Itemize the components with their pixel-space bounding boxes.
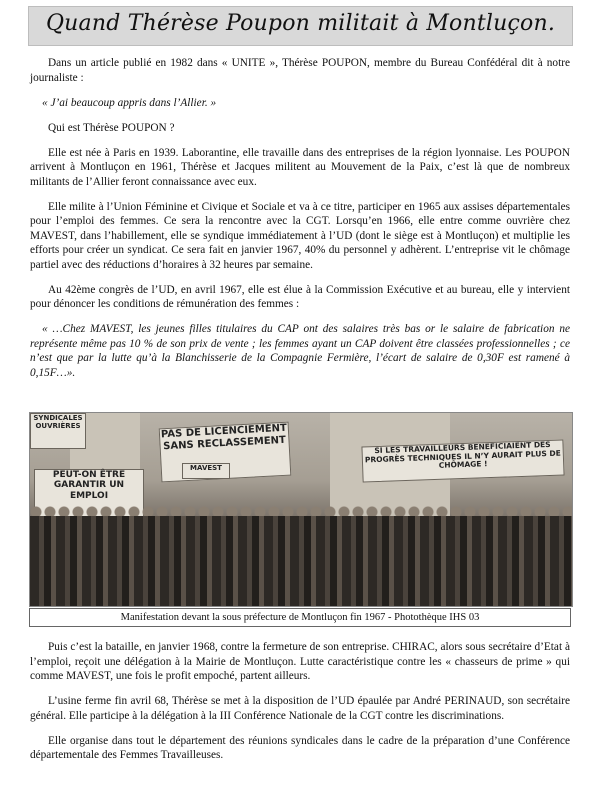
- paragraph: Elle est née à Paris en 1939. Laborantine, elle travaille dans des entreprises de la région lyonnaise. Les POUPON arrivent à Montluçon en 1961, Thérèse et Jacques militent au Mouvement de la Paix, c’est là que de nombreux militants de l’Allier feront connaissance avec eux.: [30, 146, 570, 188]
- protest-sign: PEUT-ON ÊTRE GARANTIR UN EMPLOI: [34, 469, 144, 517]
- paragraph: Qui est Thérèse POUPON ?: [48, 121, 175, 134]
- quote-paragraph: « J’ai beaucoup appris dans l’Allier. »: [42, 96, 217, 109]
- paragraph: L’usine ferme fin avril 68, Thérèse se met à la disposition de l’UD épaulée par André PERINAUD, son secrétaire général. Elle participe à la délégation à la III Conférence Nationale de la CGT contre les discriminations.: [30, 695, 570, 722]
- paragraph: Dans un article publié en 1982 dans « UNITE », Thérèse POUPON, membre du Bureau Confédéral dit à notre journaliste :: [30, 57, 570, 84]
- article-body-bottom: [30, 640, 570, 773]
- protest-sign: PAS DE LICENCIEMENT SANS RECLASSEMENT: [159, 422, 292, 483]
- paragraph: Au 42ème congrès de l’UD, en avril 1967, elle est élue à la Commission Exécutive et au bureau, elle y intervient pour dénoncer les conditions de rémunération des femmes :: [30, 283, 570, 310]
- paragraph: Elle organise dans tout le département des réunions syndicales dans le cadre de la préparation d’une Conférence départementale des Femmes Travailleuses.: [30, 734, 570, 761]
- page-title: Quand Thérèse Poupon militait à Montluçon.: [45, 11, 556, 36]
- protest-sign: SYNDICALES OUVRIÈRES: [30, 413, 86, 449]
- crowd: [30, 516, 572, 606]
- demonstration-photo: [29, 412, 573, 607]
- paragraph: Puis c’est la bataille, en janvier 1968, contre la fermeture de son entreprise. CHIRAC, alors sous secrétaire d’Etat à l’emploi, reçoit une délégation à la Mairie de Montluçon. Lutte caractéristique contre les « chasseurs de prime » qui comme MAVEST, une fois le profit empoché, partent ailleurs.: [30, 641, 570, 682]
- article-body-top: [30, 56, 570, 391]
- title-banner: [28, 6, 573, 46]
- quote-paragraph: « …Chez MAVEST, les jeunes filles titulaires du CAP ont des salaires très bas or le salaire de fabrication ne représente même pas 10 % de son prix de vente ; les femmes ayant un CAP doivent être classées professionnelles ; ce n’est que par la lutte qu’à la Blanchisserie de la Compagnie Fermière, l’écart de salaire de 0,30F est ramené à 0,15F…».: [30, 323, 570, 379]
- protest-sign: SI LES TRAVAILLEURS BENEFICIAIENT DES PROGRÈS TECHNIQUES IL N’Y AURAIT PLUS DE CHÔMAGE !: [361, 439, 564, 482]
- protest-sign: MAVEST: [182, 463, 230, 479]
- paragraph: Elle milite à l’Union Féminine et Civique et Sociale et va à ce titre, participer en 1965 aux assises départementales pour l’emploi des femmes. Ce sera la rencontre avec la CGT. Lorsqu’en 1966, elle entre comme ouvrière chez MAVEST, dans l’habillement, elle se syndique immédiatement à l’UD (dont le siège est à Montluçon) et multiplie les efforts pour créer un syndicat. Ce sera fait en janvier 1967, 40% du personnel y adhèrent. L’entreprise vit le chômage partiel avec des réductions d’horaires à 32 heures par semaine.: [30, 200, 570, 271]
- photo-caption: Manifestation devant la sous préfecture de Montluçon fin 1967 - Photothèque IHS 03: [29, 608, 571, 627]
